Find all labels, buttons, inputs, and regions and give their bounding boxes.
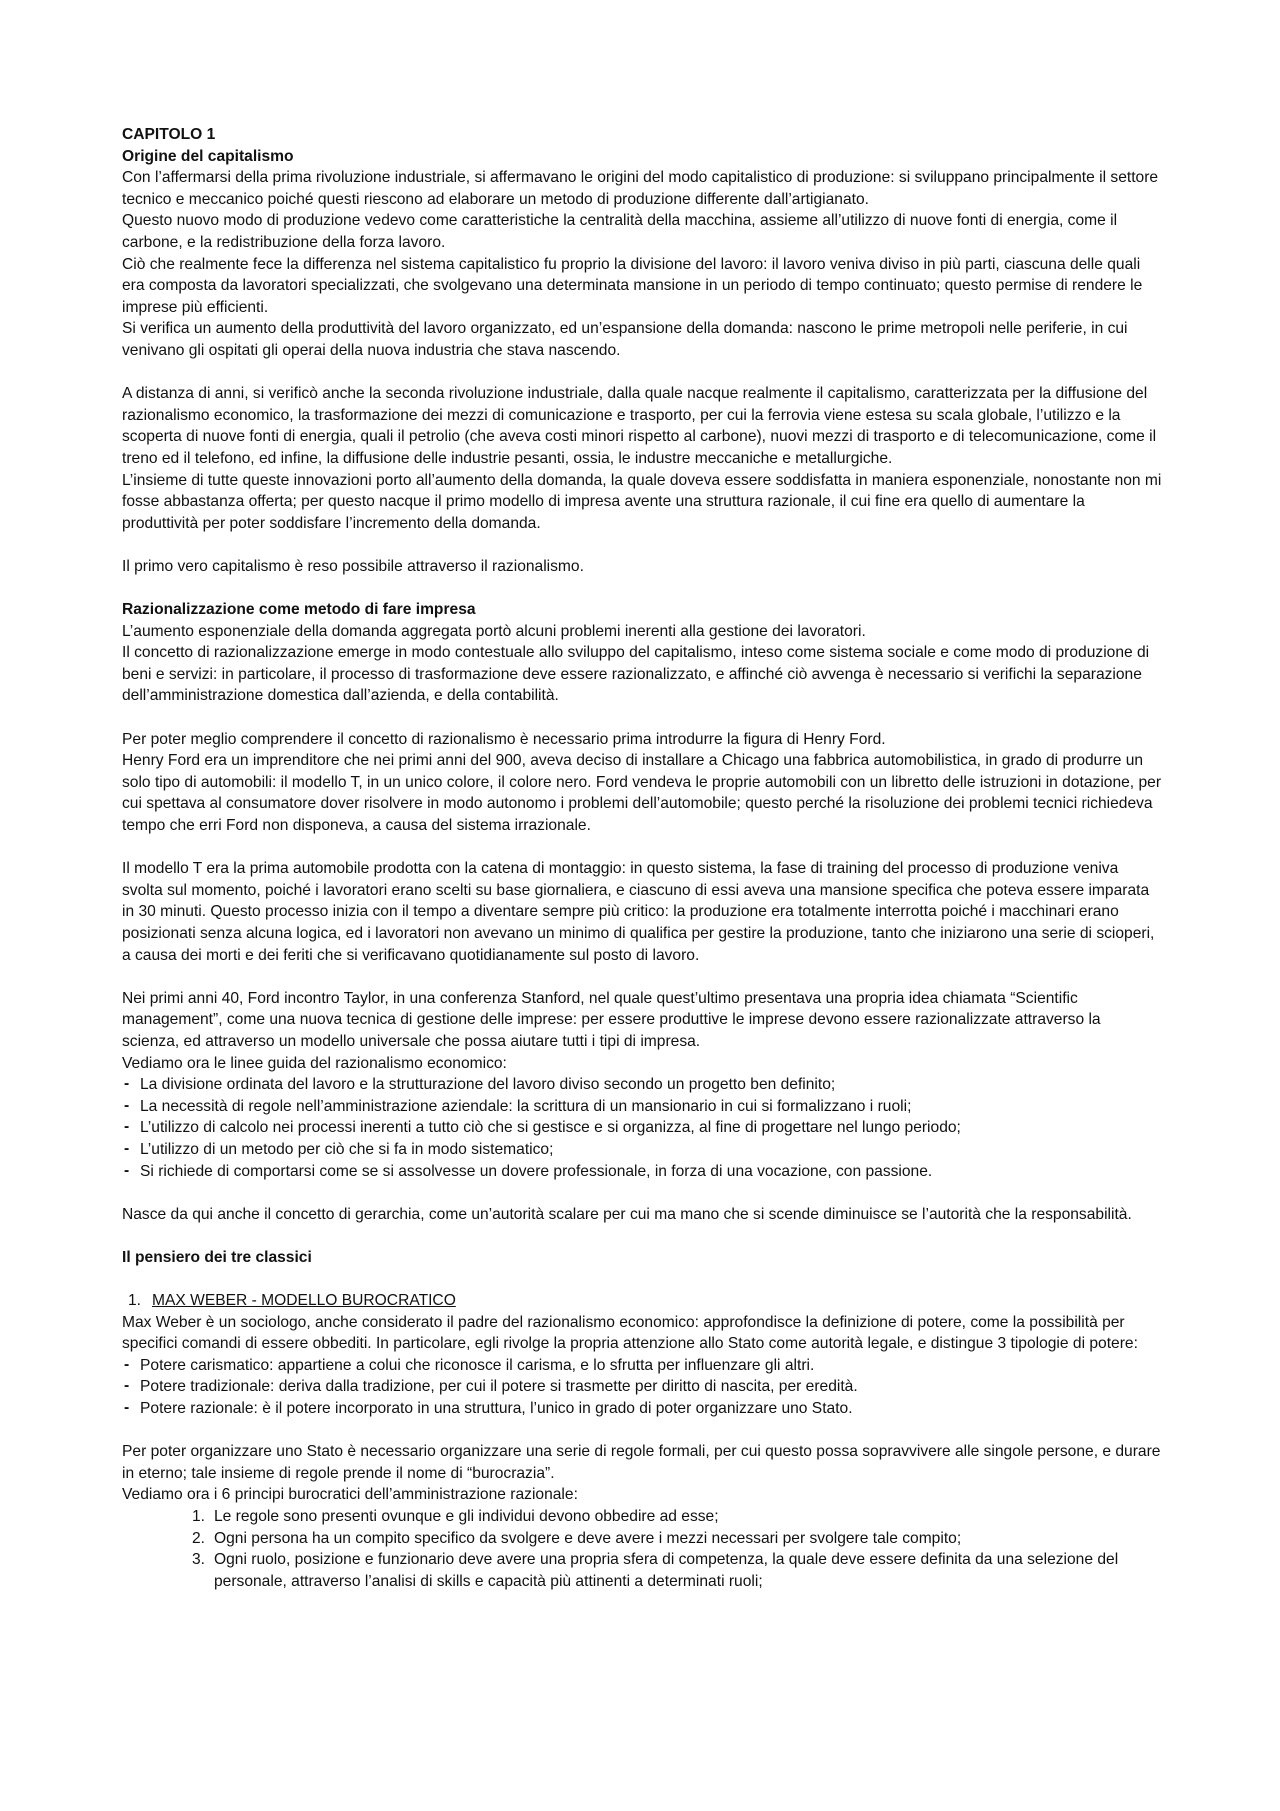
document-body	[122, 124, 1162, 1592]
paragraph: Si verifica un aumento della produttività del lavoro organizzato, ed un’espansione della domanda: nascono le prime metropoli nelle periferie, in cui venivano gli ospitati gli operai della nuova industria che stava nascendo.	[122, 320, 1128, 359]
list-item	[192, 1528, 1162, 1550]
list-item: - Si richiede di comportarsi come se si assolvesse un dovere professionale, in forza di una vocazione, con passione.	[122, 1161, 1162, 1183]
list-item: - Potere carismatico: appartiene a colui che riconosce il carisma, e lo sfrutta per influenzare gli altri.	[122, 1355, 1162, 1377]
principles-list	[122, 1506, 1162, 1592]
guidelines-list	[122, 1074, 1162, 1182]
section-heading-classici: Il pensiero dei tre classici	[122, 1248, 312, 1266]
paragraph: Il primo vero capitalismo è reso possibile attraverso il razionalismo.	[122, 557, 584, 575]
list-item	[192, 1506, 1162, 1528]
list-item	[192, 1549, 1162, 1592]
paragraph: Il modello T era la prima automobile prodotta con la catena di montaggio: in questo sistema, la fase di training del processo di produzione veniva svolta sul momento, poiché i lavoratori erano scelti su base giornaliera, e ciascuno di essi aveva una mansione specifica che poteva essere imparata in 30 minuti. Questo processo inizia con il tempo a diventare sempre più critico: la produzione era totalmente interrotta poiché i macchinari erano posizionati senza alcuna logica, ed i lavoratori non avevano un minimo di qualifica per gestire la produzione, tanto che iniziarono una serie di scioperi, a causa dei morti e dei feriti che si verificavano quotidianamente sul posto di lavoro.	[122, 860, 1155, 964]
paragraph: Il concetto di razionalizzazione emerge in modo contestuale allo sviluppo del capitalismo, inteso come sistema sociale e come modo di produzione di beni e servizi: in particolare, il processo di trasformazione deve essere razionalizzato, e affinché ciò avvenga è necessario si verifichi la separazione dell’amministrazione domestica dall’azienda, e della contabilità.	[122, 644, 1150, 705]
paragraph: Max Weber è un sociologo, anche considerato il padre del razionalismo economico: approfondisce la definizione di potere, come la possibilità per specifici comandi di essere obbediti. In particolare, egli rivolge la propria attenzione allo Stato come autorità legale, e distingue 3 tipologie di potere:	[122, 1313, 1138, 1353]
paragraph: Henry Ford era un imprenditore che nei primi anni del 900, aveva deciso di installare a Chicago una fabbrica automobilistica, in grado di produrre un solo tipo di automobili: il modello T, in un unico colore, il colore nero. Ford vendeva le proprie automobili con un libretto delle istruzioni in dotazione, per cui spettava al consumatore dover risolvere in modo autonomo i problemi dell’automobile; questo perché la risoluzione dei problemi tecnici richiedeva tempo che erri Ford non disponeva, a causa del sistema irrazionale.	[122, 752, 1162, 834]
section-heading-origine: Origine del capitalismo	[122, 147, 294, 165]
paragraph: Con l’affermarsi della prima rivoluzione industriale, si affermavano le origini del modo capitalistico di produzione: si sviluppano principalmente il settore tecnico e meccanico poiché questi riescono ad elaborare un metodo di produzione differente dall’artigianato.	[122, 169, 1159, 208]
section-heading-razionalizzazione: Razionalizzazione come metodo di fare impresa	[122, 601, 476, 619]
item-number: 1.	[128, 1292, 142, 1310]
paragraph: A distanza di anni, si verificò anche la seconda rivoluzione industriale, dalla quale nacque realmente il capitalismo, caratterizzata per la diffusione del razionalismo economico, la trasformazione dei mezzi di comunicazione e trasporto, per cui la ferrovia viene estesa su scala globale, l’utilizzo e la scoperta di nuove fonti di energia, quali il petrolio (che aveva costi minori rispetto al carbone), nuovi mezzi di trasporto e di telecomunicazione, come il treno ed il telefono, ed infine, la diffusione delle industrie pesanti, ossia, le industre meccaniche e metallurgiche.	[122, 385, 1157, 467]
chapter-heading: CAPITOLO 1	[122, 126, 216, 143]
paragraph: Nei primi anni 40, Ford incontro Taylor, in una conferenza Stanford, nel quale quest’ultimo presentava una propria idea chiamata “Scientific management”, come una nuova tecnica di gestione delle imprese: per essere produttive le imprese devono essere razionalizzate attraverso la scienza, ed attraverso un modello universale che possa aiutare tutti i tipi di impresa.	[122, 989, 1101, 1050]
paragraph: Per poter organizzare uno Stato è necessario organizzare una serie di regole formali, per cui questo possa sopravvivere alle singole persone, e durare in eterno; tale insieme di regole prende il nome di “burocrazia”.	[122, 1443, 1161, 1482]
list-number: 2.	[192, 1529, 206, 1547]
paragraph: Vediamo ora le linee guida del razionalismo economico:	[122, 1054, 507, 1072]
powers-list	[122, 1355, 1162, 1420]
list-text: Ogni persona ha un compito specifico da svolgere e deve avere i mezzi necessari per svolgere tale compito;	[214, 1529, 962, 1547]
paragraph: Ciò che realmente fece la differenza nel sistema capitalistico fu proprio la divisione del lavoro: il lavoro veniva diviso in più parti, ciascuna delle quali era composta da lavoratori specializzati, che svolgevano una determinata mansione in un periodo di tempo continuato; questo permise di rendere le imprese più efficienti.	[122, 255, 1143, 316]
list-item: - La divisione ordinata del lavoro e la strutturazione del lavoro diviso secondo un progetto ben definito;	[122, 1074, 1162, 1096]
list-item: - Potere tradizionale: deriva dalla tradizione, per cui il potere si trasmette per diritto di nascita, per eredità.	[122, 1376, 1162, 1398]
list-item: - L’utilizzo di un metodo per ciò che si fa in modo sistematico;	[122, 1139, 1162, 1161]
list-text: Ogni ruolo, posizione e funzionario deve avere una propria sfera di competenza, la quale deve essere definita da una selezione del personale, attraverso l’analisi di skills e capacità più attinenti a determinati ruoli;	[214, 1551, 1119, 1590]
list-number: 3.	[192, 1551, 206, 1569]
list-item: - L’utilizzo di calcolo nei processi inerenti a tutto ciò che si gestisce e si organizza, al fine di progettare nel lungo periodo;	[122, 1117, 1162, 1139]
list-text: Le regole sono presenti ovunque e gli individui devono obbedire ad esse;	[214, 1508, 719, 1525]
paragraph: L’insieme di tutte queste innovazioni porto all’aumento della domanda, la quale doveva essere soddisfatta in maniera esponenziale, nonostante non mi fosse abbastanza offerta; per questo nacque il primo modello di impresa avente una struttura razionale, il cui fine era quello di aumentare la produttività per poter soddisfare l’incremento della domanda.	[122, 471, 1162, 532]
paragraph: Per poter meglio comprendere il concetto di razionalismo è necessario prima introdurre la figura di Henry Ford.	[122, 730, 886, 748]
numbered-heading	[122, 1290, 1162, 1312]
item-title: MAX WEBER - MODELLO BUROCRATICO	[152, 1292, 456, 1310]
paragraph: Nasce da qui anche il concetto di gerarchia, come un’autorità scalare per cui ma mano che si scende diminuisce se l’autorità che la responsabilità.	[122, 1205, 1132, 1223]
list-number: 1.	[192, 1508, 206, 1525]
paragraph: Vediamo ora i 6 principi burocratici dell’amministrazione razionale:	[122, 1486, 578, 1504]
list-item: - Potere razionale: è il potere incorporato in una struttura, l’unico in grado di poter organizzare uno Stato.	[122, 1398, 1162, 1420]
list-item: - La necessità di regole nell’amministrazione aziendale: la scrittura di un mansionario in cui si formalizzano i ruoli;	[122, 1096, 1162, 1118]
paragraph: L’aumento esponenziale della domanda aggregata portò alcuni problemi inerenti alla gestione dei lavoratori.	[122, 622, 866, 640]
paragraph: Questo nuovo modo di produzione vedevo come caratteristiche la centralità della macchina, assieme all’utilizzo di nuove fonti di energia, come il carbone, e la redistribuzione della forza lavoro.	[122, 212, 1118, 251]
